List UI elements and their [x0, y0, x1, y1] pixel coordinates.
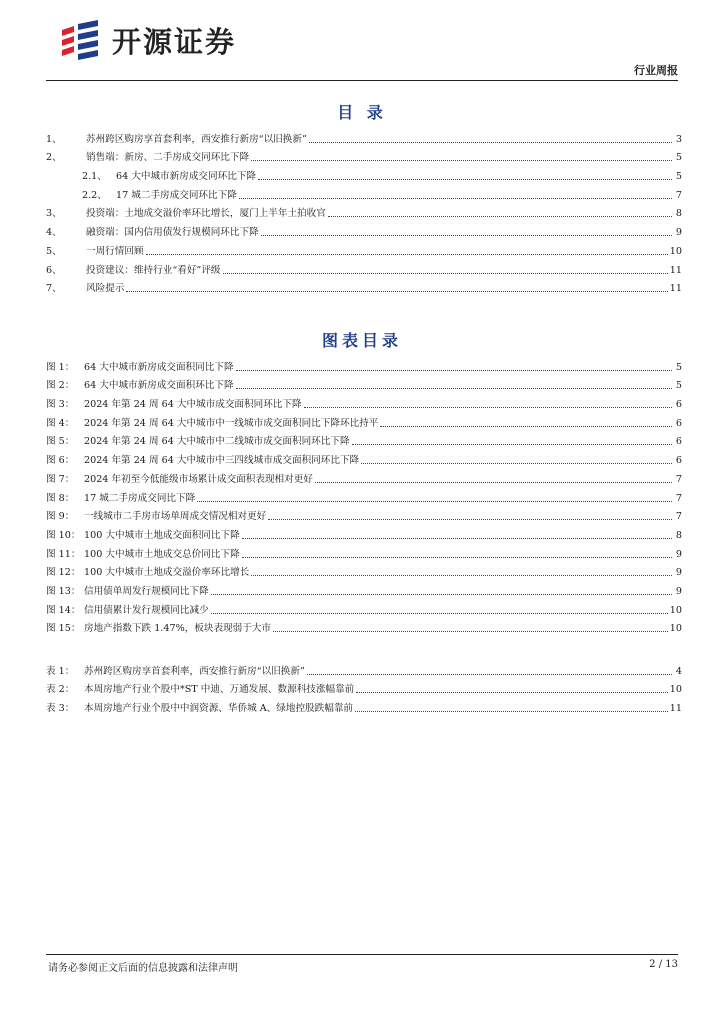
toc-entry[interactable]: [46, 201, 682, 220]
entry-title: 64 大中城市新房成交面积同比下降: [84, 361, 234, 373]
entry-number: 4、: [46, 227, 62, 239]
entry-page: 6: [675, 417, 682, 429]
entry-title: 一周行情回顾: [86, 245, 144, 257]
toc-entry[interactable]: [46, 163, 682, 182]
dot-leader: [304, 407, 672, 408]
toc-entry[interactable]: [46, 429, 682, 448]
entry-title: 2024 年初至今低能级市场累计成交面积表现相对更好: [84, 473, 313, 485]
entry-page: 11: [669, 283, 682, 295]
entry-number: 6、: [46, 264, 62, 276]
entry-title: 100 大中城市土地成交总价同比下降: [84, 548, 240, 560]
entry-title: 64 大中城市新房成交面积环比下降: [84, 380, 234, 392]
toc-entry[interactable]: [46, 504, 682, 523]
dot-leader: [352, 444, 672, 445]
entry-page: 9: [675, 227, 682, 239]
entry-page: 5: [675, 380, 682, 392]
entry-title: 风险提示: [86, 283, 125, 295]
entry-number: 2、: [46, 152, 62, 164]
kaiyuan-logo-icon: [58, 18, 102, 62]
entry-number: 图 1：: [46, 361, 75, 373]
figures-list: [46, 354, 682, 634]
entry-number: 2.2、: [82, 189, 107, 201]
dot-leader: [242, 557, 672, 558]
dot-leader: [315, 482, 672, 483]
entry-number: 图 13：: [46, 585, 81, 597]
entry-title: 2024 年第 24 周 64 大中城市成交面积同环比下降: [84, 399, 302, 411]
entry-title: 2024 年第 24 周 64 大中城市中二线城市成交面积同环比下降: [84, 436, 350, 448]
dot-leader: [258, 179, 672, 180]
tables-list: [46, 658, 682, 714]
entry-title: 苏州跨区购房享首套利率，西安推行新房“以旧换新”: [84, 665, 305, 677]
entry-number: 图 11：: [46, 548, 81, 560]
entry-number: 图 5：: [46, 436, 75, 448]
entry-page: 10: [669, 623, 682, 635]
dot-leader: [356, 692, 668, 693]
entry-page: 10: [669, 684, 682, 696]
entry-title: 销售端：新房、二手房成交同环比下降: [86, 152, 250, 164]
entry-title: 投资建议：维持行业“看好”评级: [86, 264, 221, 276]
toc-entry[interactable]: [46, 541, 682, 560]
entry-number: 3、: [46, 208, 62, 220]
entry-number: 图 4：: [46, 417, 75, 429]
entry-number: 表 2：: [46, 684, 75, 696]
header-divider: [46, 80, 678, 81]
report-type-label: 行业周报: [634, 64, 678, 77]
figures-title: 图表目录: [321, 331, 402, 350]
page-header: [0, 0, 724, 82]
dot-leader: [236, 388, 672, 389]
entry-title: 17 城二手房成交同比下降: [84, 492, 196, 504]
entry-number: 表 3：: [46, 703, 75, 715]
dot-leader: [242, 538, 672, 539]
entry-number: 图 12：: [46, 567, 81, 579]
dot-leader: [268, 519, 672, 520]
entry-number: 5、: [46, 245, 62, 257]
entry-title: 本周房地产行业个股中中润资源、华侨城 A、绿地控股跌幅靠前: [84, 703, 354, 715]
entry-number: 1、: [46, 133, 62, 145]
toc-entry[interactable]: [46, 522, 682, 541]
toc-entry[interactable]: [46, 677, 682, 696]
entry-page: 8: [675, 529, 682, 541]
toc-entry[interactable]: [46, 354, 682, 373]
entry-number: 图 9：: [46, 511, 75, 523]
dot-leader: [309, 142, 672, 143]
dot-leader: [307, 674, 672, 675]
dot-leader: [273, 631, 668, 632]
dot-leader: [211, 613, 668, 614]
entry-title: 苏州跨区购房享首套利率，西安推行新房“以旧换新”: [86, 133, 307, 145]
entry-page: 7: [675, 511, 682, 523]
dot-leader: [361, 463, 672, 464]
entry-title: 100 大中城市土地成交溢价率环比增长: [84, 567, 250, 579]
toc-entry[interactable]: [46, 182, 682, 201]
footer-disclaimer: 请务必参阅正文后面的信息披露和法律声明: [48, 963, 238, 974]
entry-number: 表 1：: [46, 665, 75, 677]
entry-page: 6: [675, 436, 682, 448]
toc-entry[interactable]: [46, 616, 682, 635]
entry-title: 房地产指数下跌 1.47%，板块表现弱于大市: [84, 623, 272, 635]
entry-page: 10: [669, 604, 682, 616]
entry-title: 本周房地产行业个股中*ST 中迪、万通发展、数源科技涨幅靠前: [84, 684, 355, 696]
dot-leader: [223, 273, 668, 274]
toc-entry[interactable]: [46, 560, 682, 579]
toc-entry[interactable]: [46, 658, 682, 677]
dot-leader: [197, 501, 672, 502]
entry-page: 7: [675, 492, 682, 504]
entry-page: 7: [675, 189, 682, 201]
entry-title: 投资端：土地成交溢价率环比增长，厦门上半年土拍收官: [86, 208, 326, 220]
dot-leader: [261, 235, 672, 236]
toc-title: 目 录: [337, 103, 387, 122]
entry-number: 图 14：: [46, 604, 81, 616]
brand-name: 开源证券: [112, 25, 237, 59]
entry-title: 2024 年第 24 周 64 大中城市中三四线城市成交面积同环比下降: [84, 455, 360, 467]
toc-list: [46, 126, 682, 294]
toc-entry[interactable]: [46, 391, 682, 410]
dot-leader: [355, 711, 668, 712]
dot-leader: [328, 216, 672, 217]
entry-page: 11: [669, 703, 682, 715]
entry-number: 7、: [46, 283, 62, 295]
dot-leader: [251, 160, 672, 161]
dot-leader: [126, 291, 667, 292]
entry-page: 5: [675, 171, 682, 183]
toc-entry[interactable]: [46, 373, 682, 392]
entry-page: 9: [675, 567, 682, 579]
entry-page: 10: [669, 245, 682, 257]
entry-page: 11: [669, 264, 682, 276]
entry-page: 3: [675, 133, 682, 145]
toc-entry[interactable]: [46, 276, 682, 295]
entry-number: 图 6：: [46, 455, 75, 467]
entry-page: 9: [675, 548, 682, 560]
entry-number: 图 2：: [46, 380, 75, 392]
dot-leader: [236, 370, 672, 371]
toc-entry[interactable]: [46, 257, 682, 276]
dot-leader: [211, 594, 672, 595]
entry-page: 6: [675, 455, 682, 467]
entry-title: 17 城二手房成交同环比下降: [116, 189, 237, 201]
toc-entry[interactable]: [46, 219, 682, 238]
entry-title: 64 大中城市新房成交同环比下降: [116, 171, 256, 183]
toc-entry[interactable]: [46, 238, 682, 257]
toc-entry[interactable]: [46, 485, 682, 504]
entry-page: 5: [675, 152, 682, 164]
entry-page: 7: [675, 473, 682, 485]
entry-title: 融资端：国内信用债发行规模同环比下降: [86, 227, 259, 239]
entry-page: 8: [675, 208, 682, 220]
toc-entry[interactable]: [46, 597, 682, 616]
entry-title: 一线城市二手房市场单周成交情况相对更好: [84, 511, 267, 523]
entry-title: 100 大中城市土地成交面积同比下降: [84, 529, 240, 541]
toc-entry[interactable]: [46, 145, 682, 164]
toc-entry[interactable]: [46, 466, 682, 485]
toc-entry[interactable]: [46, 578, 682, 597]
dot-leader: [239, 198, 672, 199]
footer-divider: [46, 954, 678, 955]
entry-title: 信用债单周发行规模同比下降: [84, 585, 209, 597]
entry-number: 图 15：: [46, 623, 81, 635]
entry-page: 6: [675, 399, 682, 411]
entry-page: 9: [675, 585, 682, 597]
entry-title: 2024 年第 24 周 64 大中城市中一线城市成交面积同比下降环比持平: [84, 417, 379, 429]
toc-entry[interactable]: [46, 447, 682, 466]
entry-number: 图 7：: [46, 473, 75, 485]
dot-leader: [146, 254, 668, 255]
entry-number: 图 10：: [46, 529, 81, 541]
toc-entry[interactable]: [46, 695, 682, 714]
toc-entry[interactable]: [46, 126, 682, 145]
page-number: 2 / 13: [649, 959, 678, 970]
entry-number: 图 3：: [46, 399, 75, 411]
entry-title: 信用债累计发行规模同比减少: [84, 604, 209, 616]
dot-leader: [251, 575, 672, 576]
entry-number: 图 8：: [46, 492, 75, 504]
entry-page: 5: [675, 361, 682, 373]
entry-page: 4: [675, 665, 682, 677]
entry-number: 2.1、: [82, 171, 107, 183]
toc-entry[interactable]: [46, 410, 682, 429]
dot-leader: [380, 426, 672, 427]
